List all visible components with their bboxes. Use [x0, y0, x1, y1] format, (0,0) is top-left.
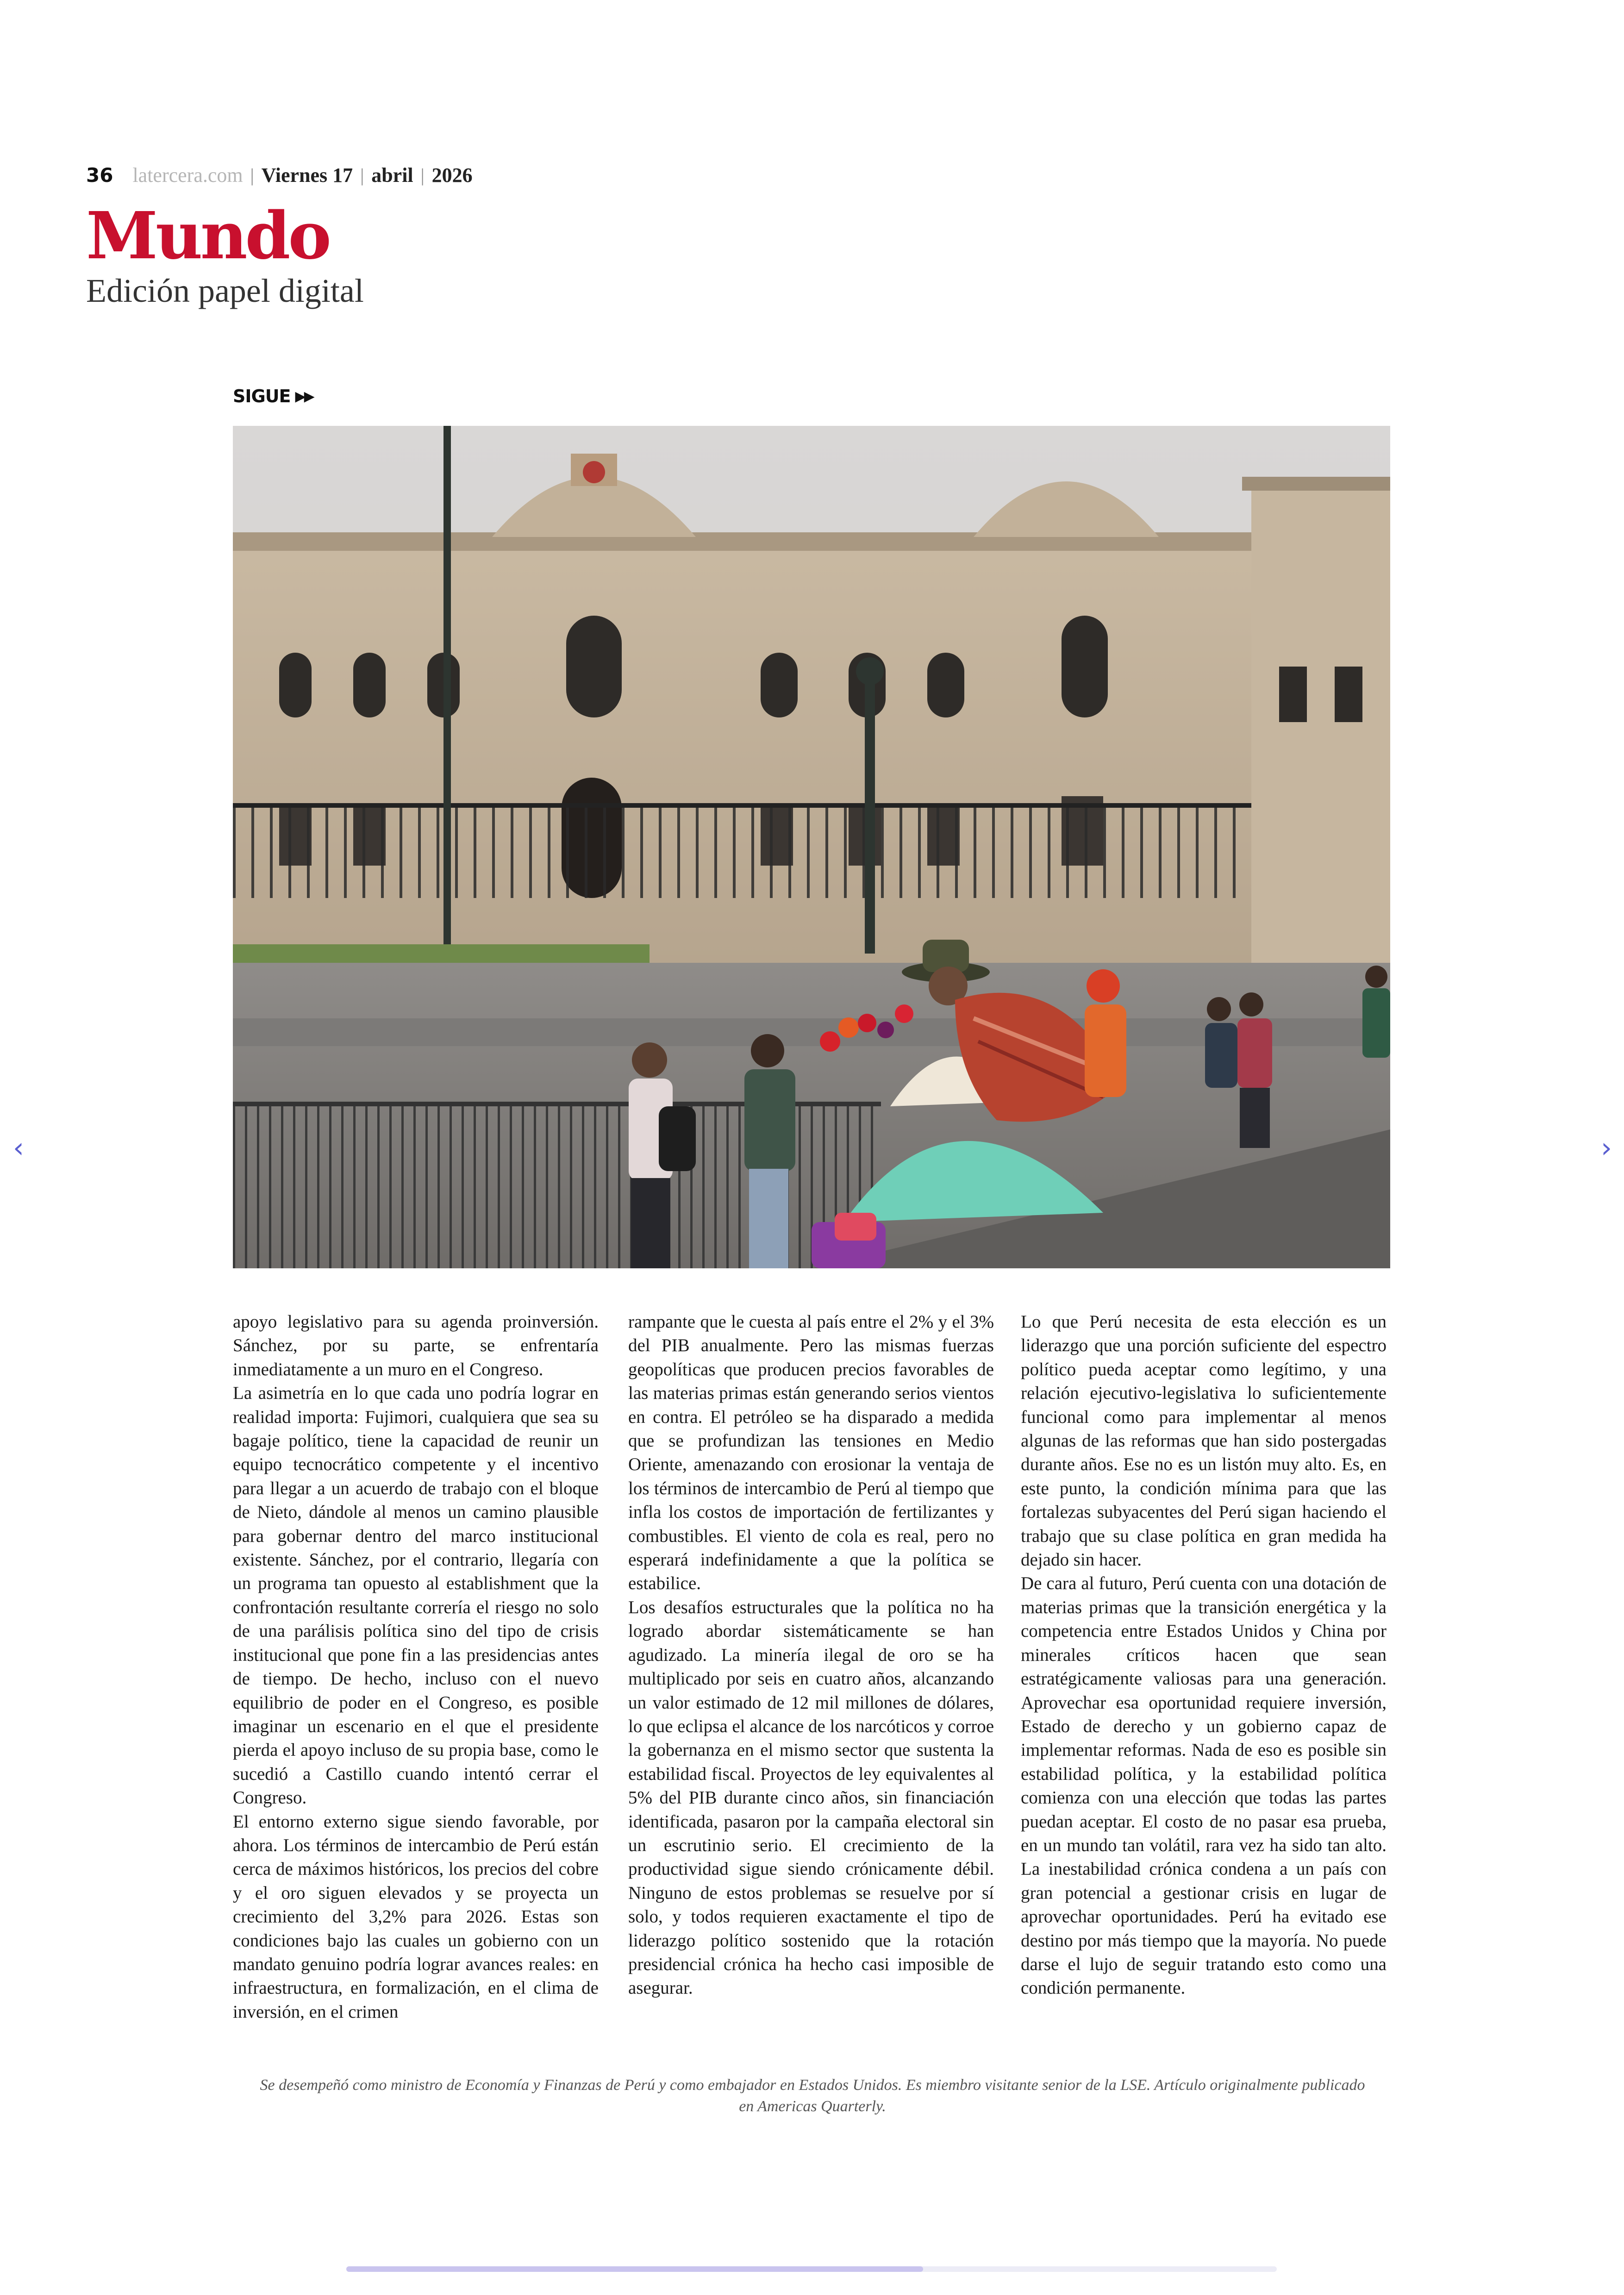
- paragraph: Los desafíos estructurales que la política no ha logrado abordar sistemáticamente se han agudizado. La minería ilegal de oro se ha multiplicado por seis en cuatro años, alcanzando un valor estimado de 12 mil millones de dólares, lo que eclipsa el alcance de los narcóticos y corroe la gobernanza en el mismo sector que sustenta la estabilidad fiscal. Proyectos de ley equivalentes al 5% del PIB durante cinco años, sin financiación identificada, pasaron por la campaña electoral sin un escrutinio serio. El crecimiento de la productividad sigue siendo crónicamente débil. Ninguno de estos problemas se resuelve por sí solo, y todos requieren exactamente el tipo de liderazgo político sostenido que la rotación presidencial crónica ha hecho casi imposible de asegurar.: [628, 1597, 994, 1998]
- page-header: [86, 161, 473, 189]
- separator: |: [420, 164, 425, 186]
- paragraph: Lo que Perú necesita de esta elección es un liderazgo que una porción suficiente del espectro político pueda aceptar como legítimo, y una relación ejecutivo-legislativa lo suficientemente funcional como para implementar al menos algunas de las reformas que han sido postergadas durante años. Ese no es un listón muy alto. Es, en este punto, la condición mínima para que las fortalezas subyacentes del Perú sigan haciendo el trabajo que su clase política en gran medida ha dejado sin hacer.: [1021, 1312, 1387, 1570]
- paragraph: apoyo legislativo para su agenda proinversión. Sánchez, por su parte, se enfrentaría inmediatamente a un muro en el Congreso.: [233, 1312, 599, 1379]
- site-name: latercera.com: [132, 163, 243, 187]
- photo-government-palace: [233, 426, 1390, 1268]
- continue-text: SIGUE: [233, 386, 291, 406]
- paragraph: El entorno externo sigue siendo favorable, por ahora. Los términos de intercambio de Perú están cerca de máximos históricos, los precios del cobre y el oro siguen elevados y se proyecta un crecimiento del 3,2% para 2026. Estas son condiciones bajo las cuales un gobierno con un mandato genuino podría lograr avances reales: en infraestructura, en formalización, en el clima de inversión, en el crimen: [233, 1811, 599, 2022]
- continue-arrows-icon: ▶▶: [295, 388, 313, 405]
- page-number: 36: [86, 163, 113, 187]
- paragraph: rampante que le cuesta al país entre el 2% y el 3% del PIB anualmente. Pero las mismas fuerzas geopolíticas que producen precios favorables de las materias primas están generando serios vientos en contra. El petróleo se ha disparado a medida que se profundizan las tensiones en Medio Oriente, amenazando con erosionar la ventaja de los términos de intercambio de Perú al tiempo que infla los costos de importación de fertilizantes y combustibles. El viento de cola es real, pero no esperará indefinidamente a que la política se estabilice.: [628, 1312, 994, 1594]
- separator: |: [250, 164, 254, 186]
- paragraph: De cara al futuro, Perú cuenta con una dotación de materias primas que la transición energética y la competencia entre Estados Unidos y China por minerales críticos hacen que sean estratégicamente valiosas para una generación. Aprovechar esa oportunidad requiere inversión, Estado de derecho y un gobierno capaz de implementar reformas. Nada de eso es posible sin estabilidad política, y la estabilidad política comienza con una elección que todas las partes puedan aceptar. El costo de no pasar esa prueba, en un mundo tan volátil, rara vez ha sido tan alto. La inestabilidad crónica condena a un país con gran potencial a gestionar crisis en lugar de aprovechar oportunidades. Perú ha evitado ese destino por más tiempo que la mayoría. No puede darse el lujo de seguir tratando esto como una condición permanente.: [1021, 1573, 1387, 1998]
- separator: |: [360, 164, 364, 186]
- date-weekday-day: Viernes 17: [261, 163, 353, 187]
- date-month: abril: [371, 163, 413, 187]
- scrollbar-thumb[interactable]: [346, 2266, 923, 2272]
- article-photo: [233, 426, 1390, 1268]
- article-column-2: [628, 1310, 994, 2000]
- chevron-left-icon[interactable]: ‹: [13, 1132, 24, 1164]
- author-bio-caption: Se desempeñó como ministro de Economía y Finanzas de Perú y como embajador en Estados Unidos. Es miembro visitante senior de la LSE. Artículo originalmente publicado en Americas Quarterly.: [260, 2077, 1365, 2115]
- section-subtitle: Edición papel digital: [86, 272, 364, 309]
- paragraph: La asimetría en lo que cada uno podría lograr en realidad importa: Fujimori, cualquiera que sea su bagaje político, tiene la capacidad de reunir un equipo tecnocrático competente y el incentivo para llegar a un acuerdo de trabajo con el bloque de Nieto, dándole al menos un camino plausible para gobernar dentro del marco institucional existente. Sánchez, por el contrario, llegaría con un programa tan opuesto al establishment que la confrontación resultante correría el riesgo no solo de una parálisis política sino del tipo de crisis institucional que pone fin a las presidencias antes de tiempo. De hecho, incluso con el nuevo equilibrio de poder en el Congreso, es posible imaginar un escenario en el que el presidente pierda el apoyo incluso de su propia base, como le sucedió a Castillo cuando intentó cerrar el Congreso.: [233, 1383, 599, 1808]
- article-column-3: [1021, 1310, 1387, 2000]
- article-column-1: [233, 1310, 599, 2024]
- continue-label: [233, 386, 313, 406]
- date-year: 2026: [431, 163, 473, 187]
- chevron-right-icon[interactable]: ›: [1601, 1132, 1612, 1164]
- section-title: Mundo: [86, 198, 329, 274]
